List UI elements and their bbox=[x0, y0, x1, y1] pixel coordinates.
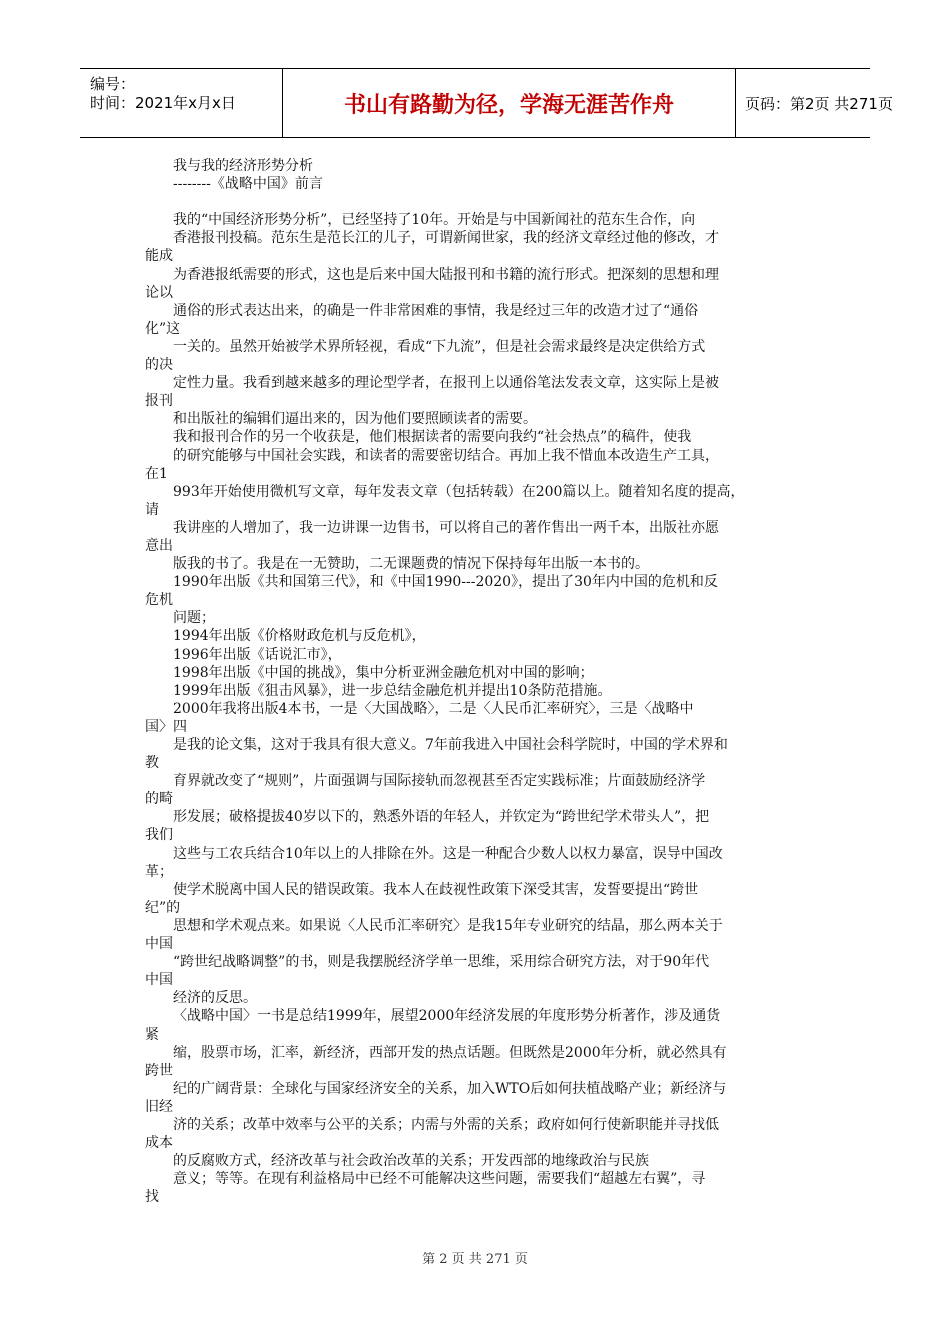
text-line: 使学术脱离中国人民的错误政策。我本人在歧视性政策下深受其害，发誓要提出“跨世 bbox=[173, 881, 699, 898]
text-line: 论以 bbox=[145, 284, 173, 301]
header-meta-cell bbox=[80, 69, 282, 137]
text-line: 通俗的形式表达出来，的确是一件非常困难的事情，我是经过三年的改造才过了“通俗 bbox=[173, 302, 699, 319]
text-line: 形发展；破格提拔40岁以下的，熟悉外语的年轻人，并钦定为“跨世纪学术带头人”，把 bbox=[173, 809, 710, 826]
text-line: 跨世 bbox=[145, 1062, 173, 1079]
text-line: 定性力量。我看到越来越多的理论型学者，在报刊上以通俗笔法发表文章，这实际上是被 bbox=[173, 375, 719, 392]
text-line: 1990年出版《共和国第三代》，和《中国1990---2020》，提出了30年内中国的危机和反 bbox=[173, 574, 718, 591]
text-line: 中国 bbox=[145, 936, 173, 953]
text-line: 意出 bbox=[145, 537, 173, 554]
text-line: 纪的广阔背景：全球化与国家经济安全的关系，加入WTO后如何扶植战略产业；新经济与 bbox=[173, 1080, 727, 1097]
text-line: 革； bbox=[145, 863, 173, 880]
text-line: 我的“中国经济形势分析”，已经坚持了10年。开始是与中国新闻社的范东生合作，向 bbox=[173, 212, 696, 229]
text-line: 能成 bbox=[145, 248, 173, 265]
blank-line bbox=[145, 193, 810, 211]
text-line: 一关的。虽然开始被学术界所轻视，看成“下九流”，但是社会需求最终是决定供给方式 bbox=[173, 338, 706, 355]
text-line: 和出版社的编辑们逼出来的，因为他们要照顾读者的需要。 bbox=[173, 411, 537, 428]
paragraph-lines bbox=[145, 211, 810, 1206]
text-line: 1998年出版《中国的挑战》，集中分析亚洲金融危机对中国的影响； bbox=[173, 664, 594, 681]
page-header bbox=[80, 68, 893, 138]
text-line: 这些与工农兵结合10年以上的人排除在外。这是一种配合少数人以权力暴富，误导中国改 bbox=[173, 845, 723, 862]
text-line: 纪”的 bbox=[145, 899, 181, 916]
text-line: 紧 bbox=[145, 1026, 159, 1043]
text-line: 国〉四 bbox=[145, 718, 187, 735]
text-line: 香港报刊投稿。范东生是范长江的儿子，可谓新闻世家，我的经济文章经过他的修改，才 bbox=[173, 230, 719, 247]
text-line: 我们 bbox=[145, 827, 173, 844]
text-line: 教 bbox=[145, 755, 159, 772]
text-line: 化”这 bbox=[145, 320, 181, 337]
text-line: 993年开始使用微机写文章，每年发表文章（包括转载）在200篇以上。随着知名度的提高， bbox=[173, 483, 745, 500]
document-subtitle: --------《战略中国》前言 bbox=[173, 176, 323, 193]
page-footer: 第 2 页 共 271 页 bbox=[422, 1252, 528, 1267]
text-line: 思想和学术观点来。如果说〈人民币汇率研究〉是我15年专业研究的结晶，那么两本关于 bbox=[173, 917, 723, 934]
motto-text: 书山有路勤为径，学海无涯苦作舟 bbox=[343, 92, 674, 118]
text-line: 我讲座的人增加了，我一边讲课一边售书，可以将自己的著作售出一两千本，出版社亦愿 bbox=[173, 519, 719, 536]
document-title: 我与我的经济形势分析 bbox=[173, 158, 313, 174]
text-line: 版我的书了。我是在一无赞助，二无课题费的情况下保持每年出版一本书的。 bbox=[173, 556, 649, 573]
text-line: 报刊 bbox=[145, 393, 173, 410]
text-line: 1999年出版《狙击风暴》，进一步总结金融危机并提出10条防范措施。 bbox=[173, 682, 612, 699]
date-label: 时间：2021年x月x日 bbox=[90, 94, 236, 112]
text-line: 缩，股票市场，汇率，新经济，西部开发的热点话题。但既然是2000年分析，就必然具有 bbox=[173, 1044, 727, 1061]
header-page-label: 页码：第2页 共271页 bbox=[745, 94, 893, 113]
text-line: 济的关系；改革中效率与公平的关系；内需与外需的关系；政府如何行使新职能并寻找低 bbox=[173, 1116, 719, 1133]
text-line: 的畸 bbox=[145, 791, 173, 808]
text-line: 我和报刊合作的另一个收获是，他们根据读者的需要向我约“社会热点”的稿件，使我 bbox=[173, 429, 692, 446]
text-line: 旧经 bbox=[145, 1098, 173, 1115]
text-line: 在1 bbox=[145, 465, 168, 482]
text-line: 成本 bbox=[145, 1135, 173, 1152]
text-line: 的反腐败方式，经济改革与社会政治改革的关系；开发西部的地缘政治与民族 bbox=[173, 1153, 649, 1170]
text-line: 问题； bbox=[173, 610, 215, 627]
number-label: 编号： bbox=[90, 75, 136, 93]
text-line: 1994年出版《价格财政危机与反危机》， bbox=[173, 628, 426, 645]
text-line: 为香港报纸需要的形式，这也是后来中国大陆报刊和书籍的流行形式。把深刻的思想和理 bbox=[173, 266, 719, 283]
text-line: 〈战略中国〉一书是总结1999年，展望2000年经济发展的年度形势分析著作，涉及通货 bbox=[173, 1008, 721, 1025]
text-line: 育界就改变了“规则”，片面强调与国际接轨而忽视甚至否定实践标准；片面鼓励经济学 bbox=[173, 773, 706, 790]
text-line: 找 bbox=[145, 1189, 159, 1206]
text-line: 请 bbox=[145, 501, 159, 518]
document-body bbox=[145, 157, 810, 1206]
text-line: 是我的论文集，这对于我具有很大意义。7年前我进入中国社会科学院时，中国的学术界和 bbox=[173, 737, 728, 753]
header-motto-cell bbox=[282, 69, 736, 137]
text-line: 危机 bbox=[145, 592, 173, 609]
text-line: “跨世纪战略调整”的书，则是我摆脱经济学单一思维，采用综合研究方法，对于90年代 bbox=[173, 954, 710, 971]
text-line: 经济的反思。 bbox=[173, 990, 257, 1007]
text-line: 1996年出版《话说汇市》， bbox=[173, 646, 342, 663]
text-line: 的研究能够与中国社会实践，和读者的需要密切结合。再加上我不惜血本改造生产工具， bbox=[173, 447, 719, 464]
text-line: 意义；等等。在现有利益格局中已经不可能解决这些问题，需要我们“超越左右翼”，寻 bbox=[173, 1171, 706, 1188]
text-line: 的决 bbox=[145, 357, 173, 374]
text-line: 中国 bbox=[145, 972, 173, 989]
header-page-cell bbox=[735, 69, 893, 137]
text-line: 2000年我将出版4本书，一是〈大国战略〉，二是〈人民币汇率研究〉，三是〈战略中 bbox=[173, 700, 694, 717]
